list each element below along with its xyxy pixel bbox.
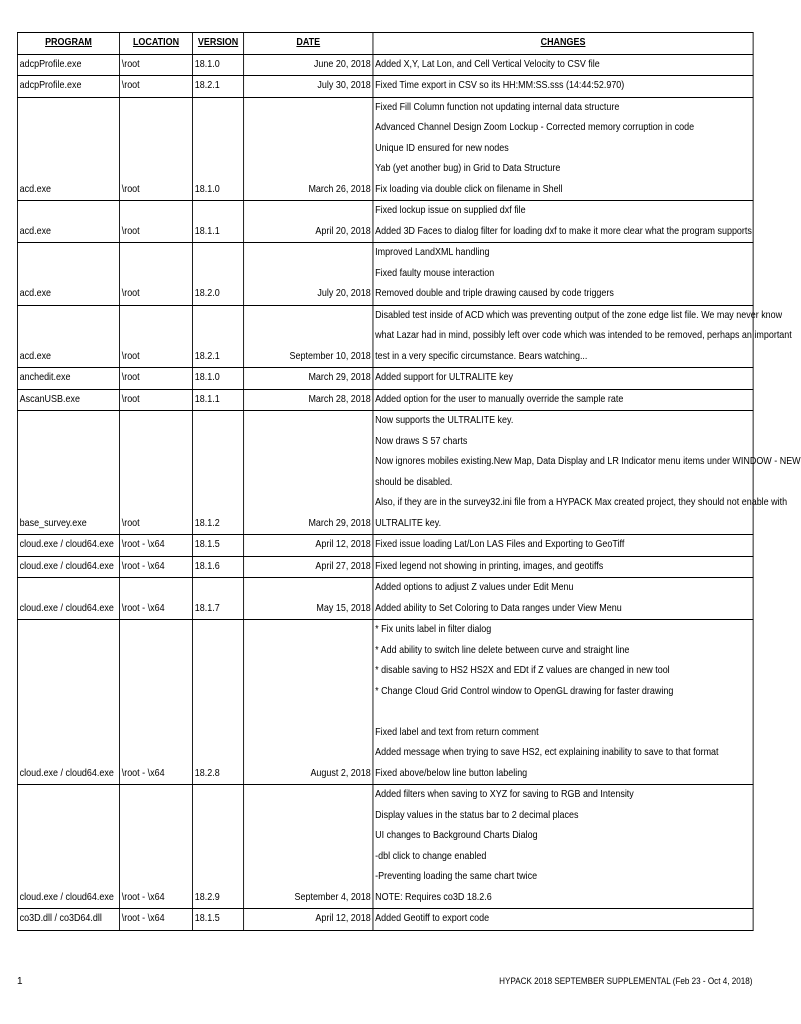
cell-location: \root (120, 368, 193, 390)
change-line: Also, if they are in the survey32.ini file from a HYPACK Max created project, they should not enable with (375, 497, 788, 508)
cell-version: 18.1.1 (193, 201, 244, 243)
cell-changes (373, 578, 753, 620)
table-row (17, 243, 753, 306)
cell-changes (373, 620, 753, 785)
cell-version: 18.1.7 (193, 578, 244, 620)
cell-program: cloud.exe / cloud64.exe (17, 620, 119, 785)
cell-program: co3D.dll / co3D64.dll (17, 909, 119, 931)
change-line: Fixed label and text from return comment (375, 726, 539, 738)
change-line: * Change Cloud Grid Control window to OpenGL drawing for faster drawing (375, 685, 674, 697)
cell-location: \root (120, 243, 193, 306)
column-header-program: PROGRAM (17, 33, 119, 55)
change-line: what Lazar had in mind, possibly left over code which was intended to be removed, perhaps an important (375, 330, 792, 341)
cell-changes (373, 785, 753, 909)
cell-date: March 28, 2018 (244, 389, 373, 411)
table-row (17, 389, 753, 411)
cell-changes (373, 54, 753, 76)
table-row (17, 76, 753, 98)
cell-location: \root - \x64 (120, 785, 193, 909)
cell-location: \root (120, 201, 193, 243)
cell-changes (373, 535, 753, 557)
table-row (17, 411, 753, 535)
change-line: Removed double and triple drawing caused by code triggers (375, 288, 614, 299)
change-line: Disabled test inside of ACD which was preventing output of the zone edge list file. We may never know (375, 309, 783, 321)
change-line: Added option for the user to manually override the sample rate (375, 393, 624, 405)
cell-changes (373, 389, 753, 411)
table-row (17, 785, 753, 909)
cell-date: March 29, 2018 (244, 411, 373, 535)
column-header-date: DATE (244, 33, 373, 55)
cell-date: April 12, 2018 (244, 535, 373, 557)
table-body (17, 54, 801, 930)
cell-version: 18.1.1 (193, 389, 244, 411)
change-line: Added ability to Set Coloring to Data ranges under View Menu (375, 602, 622, 614)
change-line: Yab (yet another bug) in Grid to Data Structure (375, 163, 561, 174)
cell-program: acd.exe (17, 201, 119, 243)
cell-program: cloud.exe / cloud64.exe (17, 785, 119, 909)
cell-date: March 29, 2018 (244, 368, 373, 390)
cell-location: \root - \x64 (120, 578, 193, 620)
table-row (17, 909, 753, 931)
table-row (17, 620, 753, 785)
change-line: Fixed faulty mouse interaction (375, 267, 495, 279)
column-header-changes: CHANGES (373, 33, 753, 55)
change-line: * Add ability to switch line delete between curve and straight line (375, 644, 630, 656)
change-line: Now draws S 57 charts (375, 435, 468, 447)
table-row (17, 305, 753, 368)
cell-date: June 20, 2018 (244, 54, 373, 76)
cell-date: April 12, 2018 (244, 909, 373, 931)
cell-date: May 15, 2018 (244, 578, 373, 620)
change-line: UI changes to Background Charts Dialog (375, 830, 538, 841)
cell-date: August 2, 2018 (244, 620, 373, 785)
table-row (17, 54, 753, 76)
cell-changes (373, 368, 753, 390)
change-line: Now ignores mobiles existing.New Map, Data Display and LR Indicator menu items under WINDOW - NEW (375, 456, 801, 467)
cell-location: \root (120, 305, 193, 368)
cell-date: July 20, 2018 (244, 243, 373, 306)
change-line: Added 3D Faces to dialog filter for loading dxf to make it more clear what the program supports (375, 225, 752, 237)
column-header-version: VERSION (193, 33, 244, 55)
change-line: -dbl click to change enabled (375, 850, 487, 862)
change-line: -Preventing loading the same chart twice (375, 871, 538, 882)
cell-version: 18.1.5 (193, 535, 244, 557)
column-header-location: LOCATION (120, 33, 193, 55)
cell-version: 18.1.0 (193, 54, 244, 76)
change-line: Added support for ULTRALITE key (375, 372, 514, 383)
cell-program: cloud.exe / cloud64.exe (17, 535, 119, 557)
cell-version: 18.1.6 (193, 556, 244, 578)
cell-location: \root (120, 389, 193, 411)
footer-title: HYPACK 2018 SEPTEMBER SUPPLEMENTAL (Feb 23 - Oct 4, 2018) (498, 976, 752, 986)
change-line: Fix loading via double click on filename in Shell (375, 183, 563, 195)
change-line: Added options to adjust Z values under Edit Menu (375, 582, 574, 593)
cell-version: 18.1.2 (193, 411, 244, 535)
table-row (17, 368, 753, 390)
cell-program: anchedit.exe (17, 368, 119, 390)
cell-location: \root (120, 54, 193, 76)
change-line: should be disabled. (375, 476, 453, 488)
cell-program: cloud.exe / cloud64.exe (17, 578, 119, 620)
cell-changes (373, 411, 801, 535)
cell-date: September 4, 2018 (244, 785, 373, 909)
cell-date: April 27, 2018 (244, 556, 373, 578)
table-row (17, 578, 753, 620)
cell-program: AscanUSB.exe (17, 389, 119, 411)
change-line: Advanced Channel Design Zoom Lockup - Corrected memory corruption in code (375, 122, 695, 133)
cell-date: July 30, 2018 (244, 76, 373, 98)
change-line: Now supports the ULTRALITE key. (375, 415, 514, 426)
cell-location: \root (120, 76, 193, 98)
cell-changes (373, 556, 753, 578)
cell-date: March 26, 2018 (244, 97, 373, 201)
cell-version: 18.2.0 (193, 243, 244, 306)
cell-program: cloud.exe / cloud64.exe (17, 556, 119, 578)
change-line: NOTE: Requires co3D 18.2.6 (375, 891, 492, 903)
change-line: Fixed legend not showing in printing, images, and geotiffs (375, 560, 604, 572)
cell-changes (373, 243, 753, 306)
change-line: test in a very specific circumstance. Bears watching... (375, 350, 588, 362)
table-row (17, 535, 753, 557)
cell-version: 18.2.1 (193, 305, 244, 368)
cell-location: \root (120, 97, 193, 201)
change-line: * disable saving to HS2 HS2X and EDt if Z values are changed in new tool (375, 665, 670, 676)
cell-changes (373, 76, 753, 98)
cell-version: 18.1.5 (193, 909, 244, 931)
change-line: Fixed lockup issue on supplied dxf file (375, 205, 526, 216)
table-header-row (17, 33, 753, 55)
page-number: 1 (17, 976, 23, 987)
cell-location: \root - \x64 (120, 909, 193, 931)
cell-version: 18.1.0 (193, 368, 244, 390)
cell-version: 18.2.8 (193, 620, 244, 785)
change-line: Added message when trying to save HS2, ect explaining inability to save to that format (375, 747, 719, 758)
cell-program: adcpProfile.exe (17, 76, 119, 98)
change-line: Added Geotiff to export code (375, 913, 490, 924)
change-line: Added X,Y, Lat Lon, and Cell Vertical Velocity to CSV file (375, 58, 600, 70)
change-line: * Fix units label in filter dialog (375, 624, 492, 635)
cell-date: April 20, 2018 (244, 201, 373, 243)
cell-version: 18.2.9 (193, 785, 244, 909)
table-row (17, 556, 753, 578)
table-row (17, 201, 753, 243)
cell-program: acd.exe (17, 97, 119, 201)
change-line (375, 702, 751, 723)
cell-program: acd.exe (17, 243, 119, 306)
changelog-table (17, 32, 801, 931)
cell-date: September 10, 2018 (244, 305, 373, 368)
change-line: Display values in the status bar to 2 decimal places (375, 809, 579, 821)
change-line: Fixed Fill Column function not updating internal data structure (375, 101, 620, 113)
change-line: Unique ID ensured for new nodes (375, 142, 509, 154)
cell-changes (373, 909, 753, 931)
change-line: Added filters when saving to XYZ for saving to RGB and Intensity (375, 789, 634, 800)
cell-version: 18.1.0 (193, 97, 244, 201)
cell-program: adcpProfile.exe (17, 54, 119, 76)
cell-changes (373, 305, 792, 368)
change-line: Fixed above/below line button labeling (375, 767, 528, 779)
change-line: Fixed Time export in CSV so its HH:MM:SS.sss (14:44:52.970) (375, 80, 625, 91)
cell-location: \root - \x64 (120, 620, 193, 785)
cell-changes (373, 201, 753, 243)
change-line: Improved LandXML handling (375, 247, 490, 258)
cell-version: 18.2.1 (193, 76, 244, 98)
cell-changes (373, 97, 753, 201)
cell-location: \root (120, 411, 193, 535)
cell-location: \root - \x64 (120, 556, 193, 578)
cell-program: acd.exe (17, 305, 119, 368)
cell-location: \root - \x64 (120, 535, 193, 557)
change-line: ULTRALITE key. (375, 517, 442, 529)
cell-program: base_survey.exe (17, 411, 119, 535)
table-row (17, 97, 753, 201)
change-line: Fixed issue loading Lat/Lon LAS Files and Exporting to GeoTiff (375, 539, 625, 550)
